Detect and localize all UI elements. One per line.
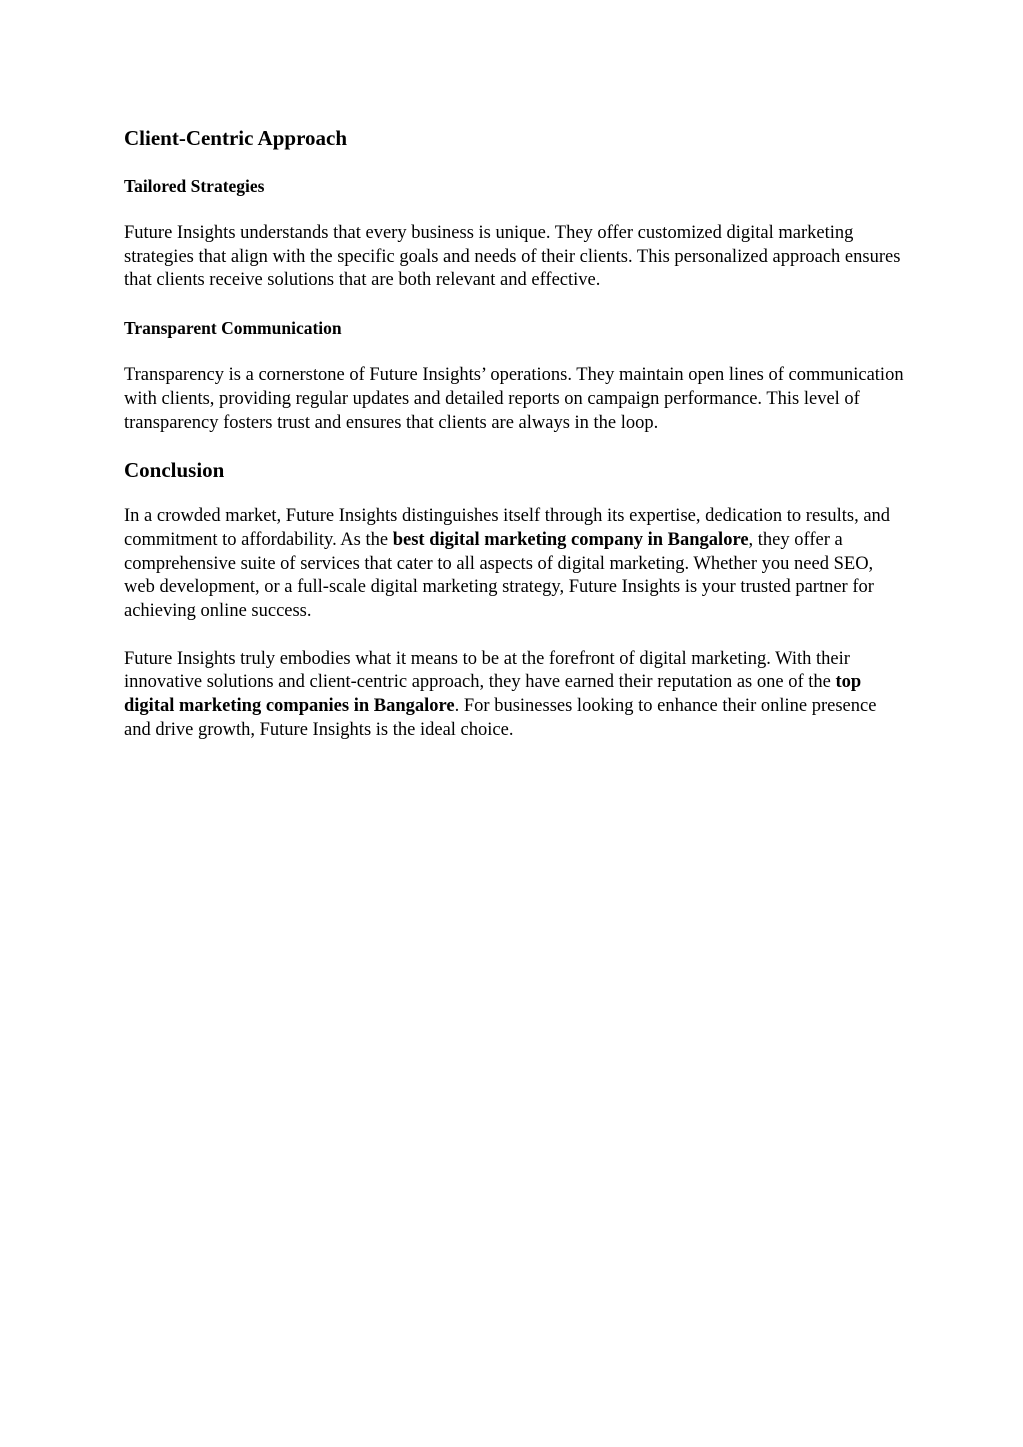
paragraph-conclusion-2 [124, 648, 904, 743]
heading-tailored-strategies: Tailored Strategies [124, 176, 265, 196]
paragraph-transparent-communication: Transparency is a cornerstone of Future Insights’ operations. They maintain open lines of communication with clients, providing regular updates and detailed reports on campaign performance. This level of transparency fosters trust and ensures that clients are always in the loop. [124, 365, 904, 433]
document-page [124, 124, 904, 743]
paragraph-conclusion-1-text-before: In a crowded market, Future Insights distinguishes itself through its expertise, dedication to results, and commitment to affordability. As the [124, 506, 891, 550]
paragraph-conclusion-2-text-after: . For businesses looking to enhance their online presence and drive growth, Future Insights is the ideal choice. [124, 696, 877, 740]
paragraph-conclusion-1-text-after: , they offer a comprehensive suite of services that cater to all aspects of digital marketing. Whether you need SEO, web development, or a full-scale digital marketing strategy, Future Insights is your trusted partner for achieving online success. [124, 529, 874, 622]
heading-conclusion: Conclusion [124, 458, 225, 483]
keyword-top-digital-marketing-companies: top digital marketing companies in Bangalore [124, 672, 862, 717]
heading-transparent-communication: Transparent Communication [124, 318, 342, 339]
keyword-best-digital-marketing-company: best digital marketing company in Bangalore [392, 529, 749, 550]
paragraph-conclusion-2-text-before: Future Insights truly embodies what it means to be at the forefront of digital marketing. With their innovative solutions and client-centric approach, they have earned their reputation as one of the [124, 648, 850, 693]
paragraph-conclusion-1 [124, 505, 904, 624]
heading-client-centric-approach: Client-Centric Approach [124, 126, 348, 150]
paragraph-tailored-strategies: Future Insights understands that every business is unique. They offer customized digital marketing strategies that align with the specific goals and needs of their clients. This personalized approach ensures that clients receive solutions that are both relevant and effective. [124, 223, 901, 291]
